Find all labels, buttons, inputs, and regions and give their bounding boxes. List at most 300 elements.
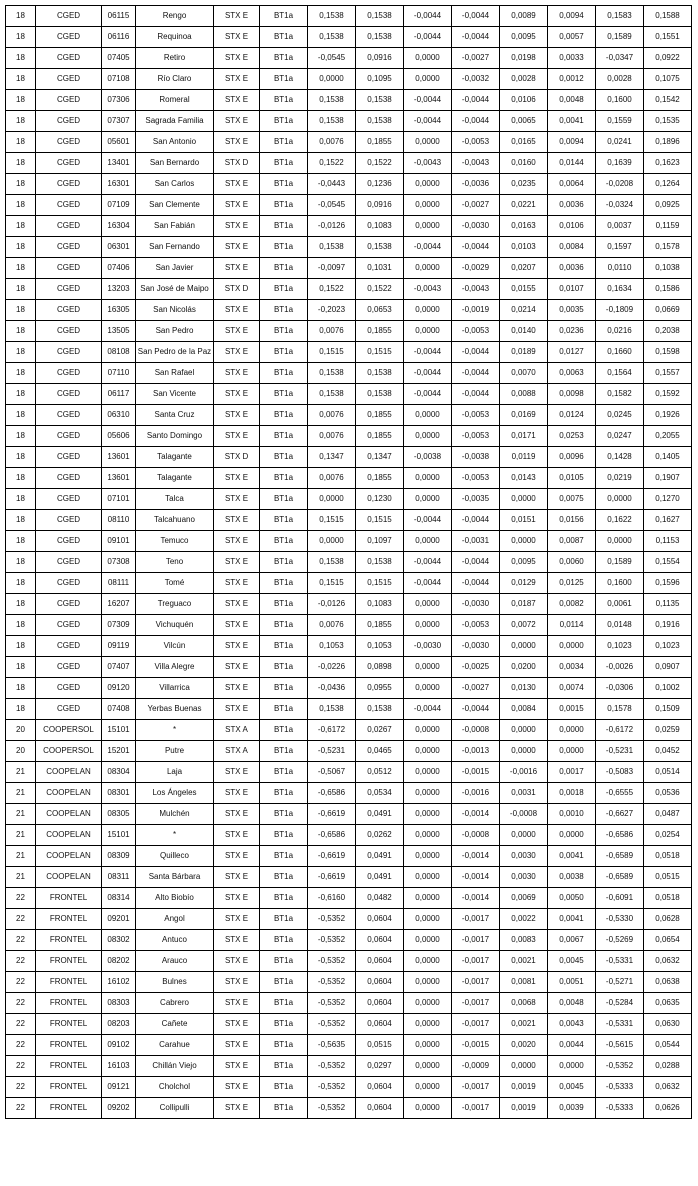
value-cell-6: 0,0064 <box>548 174 596 195</box>
group-cell: 20 <box>6 720 36 741</box>
value-cell-6: 0,0000 <box>548 1056 596 1077</box>
code-cell: 09119 <box>102 636 136 657</box>
value-cell-3: 0,0000 <box>404 909 452 930</box>
tariff-cell: BT1a <box>260 279 308 300</box>
sector-cell: STX E <box>214 762 260 783</box>
value-cell-3: 0,0000 <box>404 678 452 699</box>
value-cell-1: 0,1538 <box>308 384 356 405</box>
value-cell-7: -0,1809 <box>596 300 644 321</box>
company-cell: CGED <box>36 552 102 573</box>
code-cell: 07406 <box>102 258 136 279</box>
tariff-cell: BT1a <box>260 804 308 825</box>
company-cell: CGED <box>36 174 102 195</box>
code-cell: 16305 <box>102 300 136 321</box>
value-cell-7: 0,0247 <box>596 426 644 447</box>
value-cell-6: 0,0034 <box>548 657 596 678</box>
value-cell-4: -0,0027 <box>452 48 500 69</box>
sector-cell: STX E <box>214 1098 260 1119</box>
value-cell-1: -0,0545 <box>308 195 356 216</box>
table-row <box>6 468 692 489</box>
value-cell-8: 0,1405 <box>644 447 692 468</box>
value-cell-6: 0,0082 <box>548 594 596 615</box>
code-cell: 06117 <box>102 384 136 405</box>
value-cell-7: 0,0028 <box>596 69 644 90</box>
value-cell-3: -0,0043 <box>404 153 452 174</box>
group-cell: 22 <box>6 993 36 1014</box>
value-cell-5: -0,0016 <box>500 762 548 783</box>
commune-cell: San Javier <box>136 258 214 279</box>
group-cell: 18 <box>6 384 36 405</box>
company-cell: COOPERSOL <box>36 741 102 762</box>
value-cell-3: 0,0000 <box>404 468 452 489</box>
commune-cell: Quilleco <box>136 846 214 867</box>
value-cell-1: -0,5231 <box>308 741 356 762</box>
commune-cell: San Vicente <box>136 384 214 405</box>
value-cell-7: 0,1639 <box>596 153 644 174</box>
group-cell: 18 <box>6 195 36 216</box>
value-cell-3: 0,0000 <box>404 426 452 447</box>
value-cell-5: 0,0031 <box>500 783 548 804</box>
commune-cell: Santa Bárbara <box>136 867 214 888</box>
value-cell-7: -0,6555 <box>596 783 644 804</box>
company-cell: CGED <box>36 132 102 153</box>
value-cell-8: 0,1535 <box>644 111 692 132</box>
sector-cell: STX E <box>214 636 260 657</box>
tariff-cell: BT1a <box>260 888 308 909</box>
code-cell: 13203 <box>102 279 136 300</box>
group-cell: 18 <box>6 405 36 426</box>
company-cell: FRONTEL <box>36 888 102 909</box>
value-cell-1: 0,0000 <box>308 531 356 552</box>
commune-cell: * <box>136 720 214 741</box>
group-cell: 18 <box>6 132 36 153</box>
tariff-cell: BT1a <box>260 1098 308 1119</box>
value-cell-1: 0,1538 <box>308 27 356 48</box>
value-cell-3: 0,0000 <box>404 1098 452 1119</box>
value-cell-5: 0,0088 <box>500 384 548 405</box>
table-row <box>6 69 692 90</box>
value-cell-1: 0,0076 <box>308 132 356 153</box>
value-cell-1: 0,0076 <box>308 405 356 426</box>
commune-cell: Teno <box>136 552 214 573</box>
value-cell-2: 0,1855 <box>356 615 404 636</box>
value-cell-8: 0,2038 <box>644 321 692 342</box>
value-cell-6: 0,0050 <box>548 888 596 909</box>
value-cell-1: -0,0545 <box>308 48 356 69</box>
value-cell-2: 0,1236 <box>356 174 404 195</box>
tariff-cell: BT1a <box>260 447 308 468</box>
table-row <box>6 573 692 594</box>
value-cell-7: 0,0000 <box>596 489 644 510</box>
sector-cell: STX E <box>214 615 260 636</box>
value-cell-8: 0,0925 <box>644 195 692 216</box>
value-cell-2: 0,1031 <box>356 258 404 279</box>
value-cell-1: 0,1538 <box>308 699 356 720</box>
value-cell-3: 0,0000 <box>404 132 452 153</box>
group-cell: 18 <box>6 300 36 321</box>
code-cell: 08305 <box>102 804 136 825</box>
code-cell: 16304 <box>102 216 136 237</box>
table-row <box>6 888 692 909</box>
value-cell-5: 0,0221 <box>500 195 548 216</box>
value-cell-5: 0,0084 <box>500 699 548 720</box>
value-cell-4: -0,0044 <box>452 237 500 258</box>
tariff-cell: BT1a <box>260 363 308 384</box>
value-cell-8: 0,1135 <box>644 594 692 615</box>
value-cell-6: 0,0015 <box>548 699 596 720</box>
company-cell: FRONTEL <box>36 1056 102 1077</box>
value-cell-1: -0,5067 <box>308 762 356 783</box>
company-cell: CGED <box>36 111 102 132</box>
commune-cell: Cabrero <box>136 993 214 1014</box>
value-cell-2: 0,1538 <box>356 363 404 384</box>
table-row <box>6 90 692 111</box>
value-cell-5: 0,0140 <box>500 321 548 342</box>
value-cell-5: 0,0130 <box>500 678 548 699</box>
table-row <box>6 48 692 69</box>
value-cell-7: 0,0148 <box>596 615 644 636</box>
company-cell: CGED <box>36 48 102 69</box>
value-cell-1: 0,1538 <box>308 363 356 384</box>
value-cell-1: 0,1515 <box>308 573 356 594</box>
table-row <box>6 1056 692 1077</box>
group-cell: 18 <box>6 426 36 447</box>
sector-cell: STX E <box>214 363 260 384</box>
value-cell-1: -0,5352 <box>308 1098 356 1119</box>
code-cell: 09121 <box>102 1077 136 1098</box>
value-cell-6: 0,0012 <box>548 69 596 90</box>
group-cell: 18 <box>6 258 36 279</box>
value-cell-2: 0,0653 <box>356 300 404 321</box>
value-cell-8: 0,0632 <box>644 951 692 972</box>
table-row <box>6 1035 692 1056</box>
code-cell: 13505 <box>102 321 136 342</box>
value-cell-2: 0,1855 <box>356 321 404 342</box>
value-cell-6: 0,0096 <box>548 447 596 468</box>
value-cell-2: 0,0534 <box>356 783 404 804</box>
group-cell: 22 <box>6 972 36 993</box>
value-cell-5: 0,0119 <box>500 447 548 468</box>
group-cell: 22 <box>6 1056 36 1077</box>
value-cell-3: 0,0000 <box>404 1014 452 1035</box>
group-cell: 21 <box>6 867 36 888</box>
company-cell: FRONTEL <box>36 1035 102 1056</box>
table-row <box>6 132 692 153</box>
value-cell-2: 0,1538 <box>356 552 404 573</box>
value-cell-6: 0,0017 <box>548 762 596 783</box>
table-row <box>6 951 692 972</box>
value-cell-5: 0,0020 <box>500 1035 548 1056</box>
value-cell-1: -0,6586 <box>308 825 356 846</box>
code-cell: 08202 <box>102 951 136 972</box>
value-cell-5: 0,0095 <box>500 552 548 573</box>
value-cell-5: 0,0143 <box>500 468 548 489</box>
value-cell-1: -0,0126 <box>308 594 356 615</box>
value-cell-7: 0,0245 <box>596 405 644 426</box>
group-cell: 18 <box>6 594 36 615</box>
code-cell: 07306 <box>102 90 136 111</box>
value-cell-1: -0,5352 <box>308 993 356 1014</box>
commune-cell: San Carlos <box>136 174 214 195</box>
table-row <box>6 783 692 804</box>
value-cell-5: 0,0163 <box>500 216 548 237</box>
company-cell: CGED <box>36 300 102 321</box>
value-cell-5: 0,0169 <box>500 405 548 426</box>
value-cell-4: -0,0044 <box>452 342 500 363</box>
commune-cell: Sagrada Familia <box>136 111 214 132</box>
value-cell-1: -0,6619 <box>308 846 356 867</box>
commune-cell: San Clemente <box>136 195 214 216</box>
value-cell-5: 0,0214 <box>500 300 548 321</box>
tariff-cell: BT1a <box>260 552 308 573</box>
code-cell: 08110 <box>102 510 136 531</box>
value-cell-6: 0,0098 <box>548 384 596 405</box>
value-cell-6: 0,0041 <box>548 909 596 930</box>
value-cell-2: 0,0515 <box>356 1035 404 1056</box>
company-cell: CGED <box>36 699 102 720</box>
code-cell: 07101 <box>102 489 136 510</box>
commune-cell: * <box>136 825 214 846</box>
value-cell-8: 0,1623 <box>644 153 692 174</box>
code-cell: 13601 <box>102 447 136 468</box>
value-cell-6: 0,0106 <box>548 216 596 237</box>
value-cell-6: 0,0041 <box>548 846 596 867</box>
value-cell-5: 0,0000 <box>500 531 548 552</box>
tariff-cell: BT1a <box>260 111 308 132</box>
value-cell-1: -0,6160 <box>308 888 356 909</box>
value-cell-7: 0,0216 <box>596 321 644 342</box>
value-cell-3: 0,0000 <box>404 69 452 90</box>
value-cell-8: 0,1075 <box>644 69 692 90</box>
value-cell-7: -0,5083 <box>596 762 644 783</box>
value-cell-1: 0,1538 <box>308 552 356 573</box>
value-cell-7: 0,1600 <box>596 90 644 111</box>
value-cell-7: -0,5352 <box>596 1056 644 1077</box>
group-cell: 18 <box>6 678 36 699</box>
commune-cell: San Nicolás <box>136 300 214 321</box>
value-cell-4: -0,0017 <box>452 909 500 930</box>
value-cell-8: 0,1578 <box>644 237 692 258</box>
group-cell: 18 <box>6 216 36 237</box>
company-cell: CGED <box>36 447 102 468</box>
value-cell-7: -0,5271 <box>596 972 644 993</box>
group-cell: 18 <box>6 489 36 510</box>
value-cell-2: 0,0604 <box>356 951 404 972</box>
company-cell: CGED <box>36 384 102 405</box>
table-row <box>6 258 692 279</box>
value-cell-8: 0,0259 <box>644 720 692 741</box>
value-cell-6: 0,0044 <box>548 1035 596 1056</box>
value-cell-6: 0,0000 <box>548 741 596 762</box>
commune-cell: Talcahuano <box>136 510 214 531</box>
company-cell: FRONTEL <box>36 993 102 1014</box>
value-cell-4: -0,0014 <box>452 867 500 888</box>
commune-cell: Tomé <box>136 573 214 594</box>
value-cell-2: 0,0491 <box>356 867 404 888</box>
value-cell-1: -0,6172 <box>308 720 356 741</box>
code-cell: 08111 <box>102 573 136 594</box>
value-cell-3: -0,0044 <box>404 363 452 384</box>
value-cell-8: 0,0635 <box>644 993 692 1014</box>
table-row <box>6 6 692 27</box>
tariff-cell: BT1a <box>260 468 308 489</box>
value-cell-5: 0,0000 <box>500 636 548 657</box>
value-cell-1: -0,5352 <box>308 1056 356 1077</box>
code-cell: 07309 <box>102 615 136 636</box>
value-cell-5: 0,0165 <box>500 132 548 153</box>
company-cell: CGED <box>36 153 102 174</box>
table-row <box>6 216 692 237</box>
value-cell-7: 0,1589 <box>596 552 644 573</box>
code-cell: 06310 <box>102 405 136 426</box>
value-cell-3: 0,0000 <box>404 300 452 321</box>
code-cell: 08301 <box>102 783 136 804</box>
group-cell: 22 <box>6 1077 36 1098</box>
value-cell-3: 0,0000 <box>404 972 452 993</box>
value-cell-3: -0,0038 <box>404 447 452 468</box>
table-row <box>6 825 692 846</box>
value-cell-4: -0,0043 <box>452 153 500 174</box>
tariff-cell: BT1a <box>260 636 308 657</box>
company-cell: CGED <box>36 216 102 237</box>
tariff-cell: BT1a <box>260 972 308 993</box>
commune-cell: San José de Maipo <box>136 279 214 300</box>
value-cell-5: -0,0008 <box>500 804 548 825</box>
code-cell: 09101 <box>102 531 136 552</box>
value-cell-8: 0,0907 <box>644 657 692 678</box>
sector-cell: STX E <box>214 111 260 132</box>
commune-cell: Cañete <box>136 1014 214 1035</box>
code-cell: 08203 <box>102 1014 136 1035</box>
value-cell-4: -0,0036 <box>452 174 500 195</box>
tariff-cell: BT1a <box>260 48 308 69</box>
value-cell-6: 0,0114 <box>548 615 596 636</box>
tariff-cell: BT1a <box>260 426 308 447</box>
sector-cell: STX E <box>214 510 260 531</box>
commune-cell: San Fernando <box>136 237 214 258</box>
tariff-cell: BT1a <box>260 930 308 951</box>
code-cell: 05601 <box>102 132 136 153</box>
value-cell-8: 0,0632 <box>644 1077 692 1098</box>
code-cell: 05606 <box>102 426 136 447</box>
tariff-cell: BT1a <box>260 258 308 279</box>
company-cell: COOPELAN <box>36 825 102 846</box>
group-cell: 22 <box>6 909 36 930</box>
company-cell: FRONTEL <box>36 951 102 972</box>
value-cell-2: 0,0604 <box>356 972 404 993</box>
code-cell: 13401 <box>102 153 136 174</box>
company-cell: CGED <box>36 258 102 279</box>
sector-cell: STX A <box>214 720 260 741</box>
value-cell-8: 0,0669 <box>644 300 692 321</box>
tariff-cell: BT1a <box>260 615 308 636</box>
value-cell-4: -0,0015 <box>452 762 500 783</box>
value-cell-5: 0,0081 <box>500 972 548 993</box>
group-cell: 18 <box>6 342 36 363</box>
value-cell-4: -0,0038 <box>452 447 500 468</box>
value-cell-4: -0,0032 <box>452 69 500 90</box>
sector-cell: STX D <box>214 279 260 300</box>
value-cell-3: -0,0044 <box>404 237 452 258</box>
code-cell: 07407 <box>102 657 136 678</box>
value-cell-5: 0,0151 <box>500 510 548 531</box>
commune-cell: Cholchol <box>136 1077 214 1098</box>
code-cell: 09202 <box>102 1098 136 1119</box>
value-cell-4: -0,0017 <box>452 1098 500 1119</box>
code-cell: 07308 <box>102 552 136 573</box>
sector-cell: STX E <box>214 6 260 27</box>
value-cell-3: 0,0000 <box>404 720 452 741</box>
value-cell-2: 0,0604 <box>356 993 404 1014</box>
table-row <box>6 363 692 384</box>
company-cell: COOPELAN <box>36 846 102 867</box>
value-cell-1: -0,0436 <box>308 678 356 699</box>
value-cell-3: -0,0044 <box>404 573 452 594</box>
value-cell-6: 0,0094 <box>548 132 596 153</box>
table-row <box>6 531 692 552</box>
value-cell-4: -0,0044 <box>452 573 500 594</box>
value-cell-8: 0,1596 <box>644 573 692 594</box>
value-cell-6: 0,0060 <box>548 552 596 573</box>
value-cell-4: -0,0030 <box>452 216 500 237</box>
value-cell-8: 0,1002 <box>644 678 692 699</box>
value-cell-8: 0,1586 <box>644 279 692 300</box>
value-cell-3: 0,0000 <box>404 405 452 426</box>
value-cell-7: 0,1578 <box>596 699 644 720</box>
table-row <box>6 993 692 1014</box>
value-cell-6: 0,0125 <box>548 573 596 594</box>
value-cell-5: 0,0200 <box>500 657 548 678</box>
value-cell-7: -0,5331 <box>596 1014 644 1035</box>
value-cell-1: -0,5635 <box>308 1035 356 1056</box>
commune-cell: Chillán Viejo <box>136 1056 214 1077</box>
table-row <box>6 510 692 531</box>
value-cell-2: 0,0955 <box>356 678 404 699</box>
code-cell: 15101 <box>102 825 136 846</box>
company-cell: FRONTEL <box>36 930 102 951</box>
value-cell-6: 0,0144 <box>548 153 596 174</box>
group-cell: 18 <box>6 111 36 132</box>
commune-cell: Treguaco <box>136 594 214 615</box>
group-cell: 18 <box>6 615 36 636</box>
company-cell: CGED <box>36 468 102 489</box>
value-cell-5: 0,0207 <box>500 258 548 279</box>
value-cell-4: -0,0027 <box>452 195 500 216</box>
sector-cell: STX E <box>214 930 260 951</box>
group-cell: 22 <box>6 1098 36 1119</box>
value-cell-2: 0,0604 <box>356 930 404 951</box>
code-cell: 08304 <box>102 762 136 783</box>
sector-cell: STX E <box>214 804 260 825</box>
value-cell-6: 0,0000 <box>548 825 596 846</box>
table-row <box>6 237 692 258</box>
value-cell-1: -0,6619 <box>308 804 356 825</box>
table-row <box>6 111 692 132</box>
value-cell-1: 0,0000 <box>308 69 356 90</box>
value-cell-3: 0,0000 <box>404 1056 452 1077</box>
company-cell: FRONTEL <box>36 909 102 930</box>
tariff-cell: BT1a <box>260 69 308 90</box>
tariff-cell: BT1a <box>260 489 308 510</box>
commune-cell: Putre <box>136 741 214 762</box>
tariff-cell: BT1a <box>260 699 308 720</box>
value-cell-5: 0,0000 <box>500 825 548 846</box>
group-cell: 18 <box>6 468 36 489</box>
value-cell-6: 0,0010 <box>548 804 596 825</box>
value-cell-6: 0,0000 <box>548 720 596 741</box>
tariff-cell: BT1a <box>260 993 308 1014</box>
group-cell: 18 <box>6 636 36 657</box>
